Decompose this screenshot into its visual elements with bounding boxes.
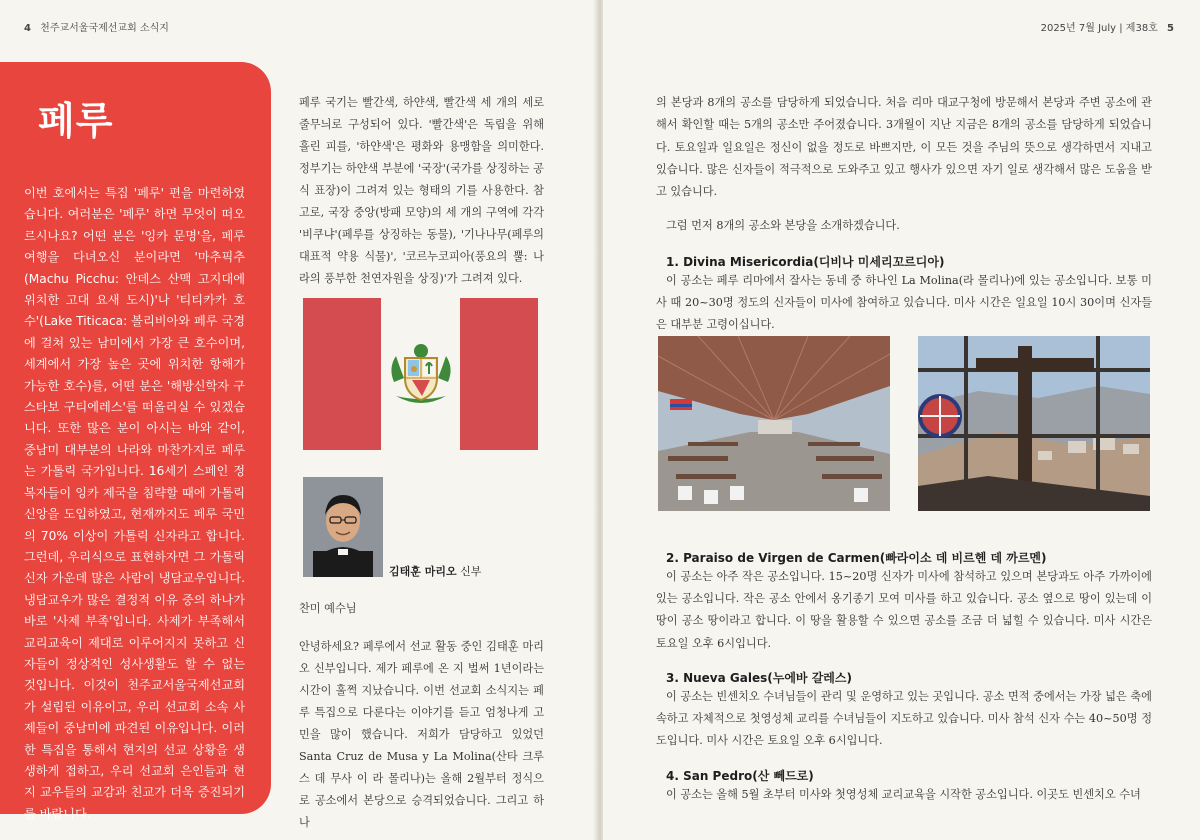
section-1	[656, 253, 1152, 337]
newsletter-title: 천주교서울국제선교회 소식지	[40, 23, 169, 34]
right-intro-transition: 그럼 먼저 8개의 공소와 본당을 소개하겠습니다.	[666, 219, 900, 233]
section-4-body: 이 공소는 올해 5월 초부터 미사와 첫영성체 교리교육을 시작한 공소입니다. 이곳도 빈센치오 수녀	[666, 787, 1141, 801]
issue-date: 2025년 7월 July | 제38호	[1040, 23, 1158, 34]
section-2-body: 이 공소는 아주 작은 공소입니다. 15~20명 신자가 미사에 참석하고 있으며 본당과도 아주 가까이에 있는 공소입니다. 작은 공소 안에서 옹기종기 모여 미사를 하고 있습니다. 공소 옆으로 땅이 있는데 이 땅이 공소 땅이라고 합니다. 이 땅을 활용할 수 있으면 공소를 조금 더 넓힐 수 있습니다. 미사 시간은 토요일 오후 6시입니다.	[656, 569, 1152, 650]
section-2	[656, 549, 1152, 655]
letter-column	[299, 636, 544, 834]
section-1-body: 이 공소는 페루 리마에서 잘사는 동네 중 하나인 La Molina(라 몰리나)에 있는 공소입니다. 보통 미사 때 20~30명 정도의 신자들이 미사에 참여하고 있습니다. 미사 시간은 일요일 10시 30이며 신자들은 대부분 고령이십니다.	[656, 273, 1152, 332]
flag-description-column	[299, 92, 544, 290]
left-running-header	[24, 19, 169, 34]
right-intro-paragraph: 의 본당과 8개의 공소를 담당하게 되었습니다. 처음 리마 대교구청에 방문해서 본당과 주변 공소에 관해서 확인할 때는 5개의 공소만 주어졌습니다. 3개월이 지난 지금은 8개의 공소를 담당하게 되었습니다. 토요일과 일요일은 정신이 없을 정도로 바쁘지만, 이 모든 것을 주님의 뜻으로 생각하면서 지내고 있습니다. 많은 신자들이 적극적으로 도와주고 있고 행사가 있으면 자기 일로 생각해서 많은 도움을 받고 있습니다.	[656, 96, 1152, 199]
flag-right-red-stripe	[460, 298, 538, 450]
open-air-chapel-icon	[658, 336, 890, 511]
section-4-title: 4. San Pedro(산 뻬드로)	[666, 768, 814, 783]
priest-portrait-icon	[303, 477, 383, 577]
intro-sidebar	[0, 62, 271, 821]
section-3	[656, 669, 1152, 753]
author-caption	[389, 563, 481, 579]
hilltop-cross-photo	[918, 336, 1150, 511]
letter-intro-paragraph: 안녕하세요? 페루에서 선교 활동 중인 김태훈 마리오 신부입니다. 제가 페루에 온 지 벌써 1년이라는 시간이 훌쩍 지났습니다. 이번 선교회 소식지는 페루 특집으로 다룬다는 이야기를 듣고 엄청나게 고민을 많이 했습니다. 저희가 담당하고 있었던 Santa Cruz de Musa y La Molina(산타 크루스 데 무사 이 라 몰리나)는 올해 2월부터 정식으로 공소에서 본당으로 승격되었습니다. 그리고 하나	[299, 640, 544, 829]
chapel-interior-photo	[658, 336, 890, 511]
section-3-body: 이 공소는 빈센치오 수녀님들이 관리 및 운영하고 있는 곳입니다. 공소 면적 중에서는 가장 넓은 축에 속하고 자체적으로 첫영성체 교리를 수녀님들이 지도하고 있습니다. 미사 참석 신자 수는 40~50명 정도입니다. 미사 시간은 토요일 오후 6시입니다.	[656, 689, 1152, 748]
coat-of-arms-icon	[386, 338, 456, 410]
author-name: 김태훈 마리오	[389, 565, 457, 578]
section-3-title: 3. Nueva Gales(누에바 갈레스)	[666, 670, 852, 685]
section-1-title: 1. Divina Misericordia(디비나 미세리꼬르디아)	[666, 254, 945, 269]
left-page	[0, 0, 597, 840]
left-page-number: 4	[24, 23, 31, 34]
flag-description: 페루 국기는 빨간색, 하얀색, 빨간색 세 개의 세로 줄무늬로 구성되어 있다. '빨간색'은 독립을 위해 흘린 피를, '하얀색'은 평화와 용맹함을 의미한다. 정부기는 하얀색 부분에 '국장'(국가를 상징하는 공식 표장)이 그려져 있는 형태의 기를 사용한다. 참고로, 국장 중앙(방패 모양)의 세 개의 구역에 각각 '비쿠냐'(페루를 상징하는 동물), '기나나무(페루의 대표적 약용 식물)', '코르누코피아(풍요의 뿔: 나라의 풍부한 천연자원을 상징)'가 그려져 있다.	[299, 96, 544, 285]
peru-flag-image	[303, 298, 538, 450]
right-running-header	[1041, 19, 1174, 34]
section-4	[656, 767, 1152, 806]
greeting: 찬미 예수님	[299, 602, 357, 615]
intro-paragraph: 이번 호에서는 특집 '페루' 편을 마련하였습니다. 여러분은 '페루' 하면 무엇이 떠오르시나요? 어떤 분은 '잉카 문명'을, 페루 여행을 다녀오신 분이라면 '마추픽추(Machu Picchu: 안데스 산맥 고지대에 위치한 고대 요새 도시)'나 '티티카카 호수'(Lake Titicaca: 볼리비아와 페루 국경에 걸쳐 있는 남미에서 가장 큰 호수이며, 세계에서 가장 높은 곳에 위치한 항해가 가능한 호수)를, 어떤 분은 '해방신학자 구스타보 구티에레스'를 떠올리실 수 있겠습니다. 또한 많은 분이 아시는 바와 같이, 중남미 대부분의 나라와 마찬가지로 페루는 가톨릭 국가입니다. 16세기 스페인 정복자들이 잉카 제국을 침략할 때에 가톨릭 신앙을 도입하였고, 현재까지도 페루 국민의 70% 이상이 가톨릭 신자라고 합니다. 그런데, 우리식으로 표현하자면 그 가톨릭 신자 가운데 많은 사람이 냉담교우입니다. 냉담교우가 많은 결정적 이유 중의 하나가 바로 '사제 부족'입니다. 사제가 부족해서 교리교육이 제대로 이루어지지 못하고 신자들이 정상적인 성사생활도 할 수 없는 것입니다. 이것이 천주교서울국제선교회가 설립된 이유이고, 우리 선교회 소속 사제들이 중남미에 파견된 이유입니다. 이러한 특집을 통해서 현지의 선교 상황을 생생하게 접하고, 우리 선교회 은인들과 현지 교우들의 교감과 친교가 더욱 증진되기를 바랍니다.	[24, 186, 245, 821]
feature-title: 페루	[38, 99, 114, 143]
flag-left-red-stripe	[303, 298, 381, 450]
cross-over-city-icon	[918, 336, 1150, 511]
right-page-number: 5	[1167, 23, 1174, 34]
author-title: 신부	[460, 565, 482, 578]
section-2-title: 2. Paraiso de Virgen de Carmen(빠라이소 데 비르헨 데 까르멘)	[666, 550, 1047, 565]
author-portrait-photo	[303, 477, 383, 577]
